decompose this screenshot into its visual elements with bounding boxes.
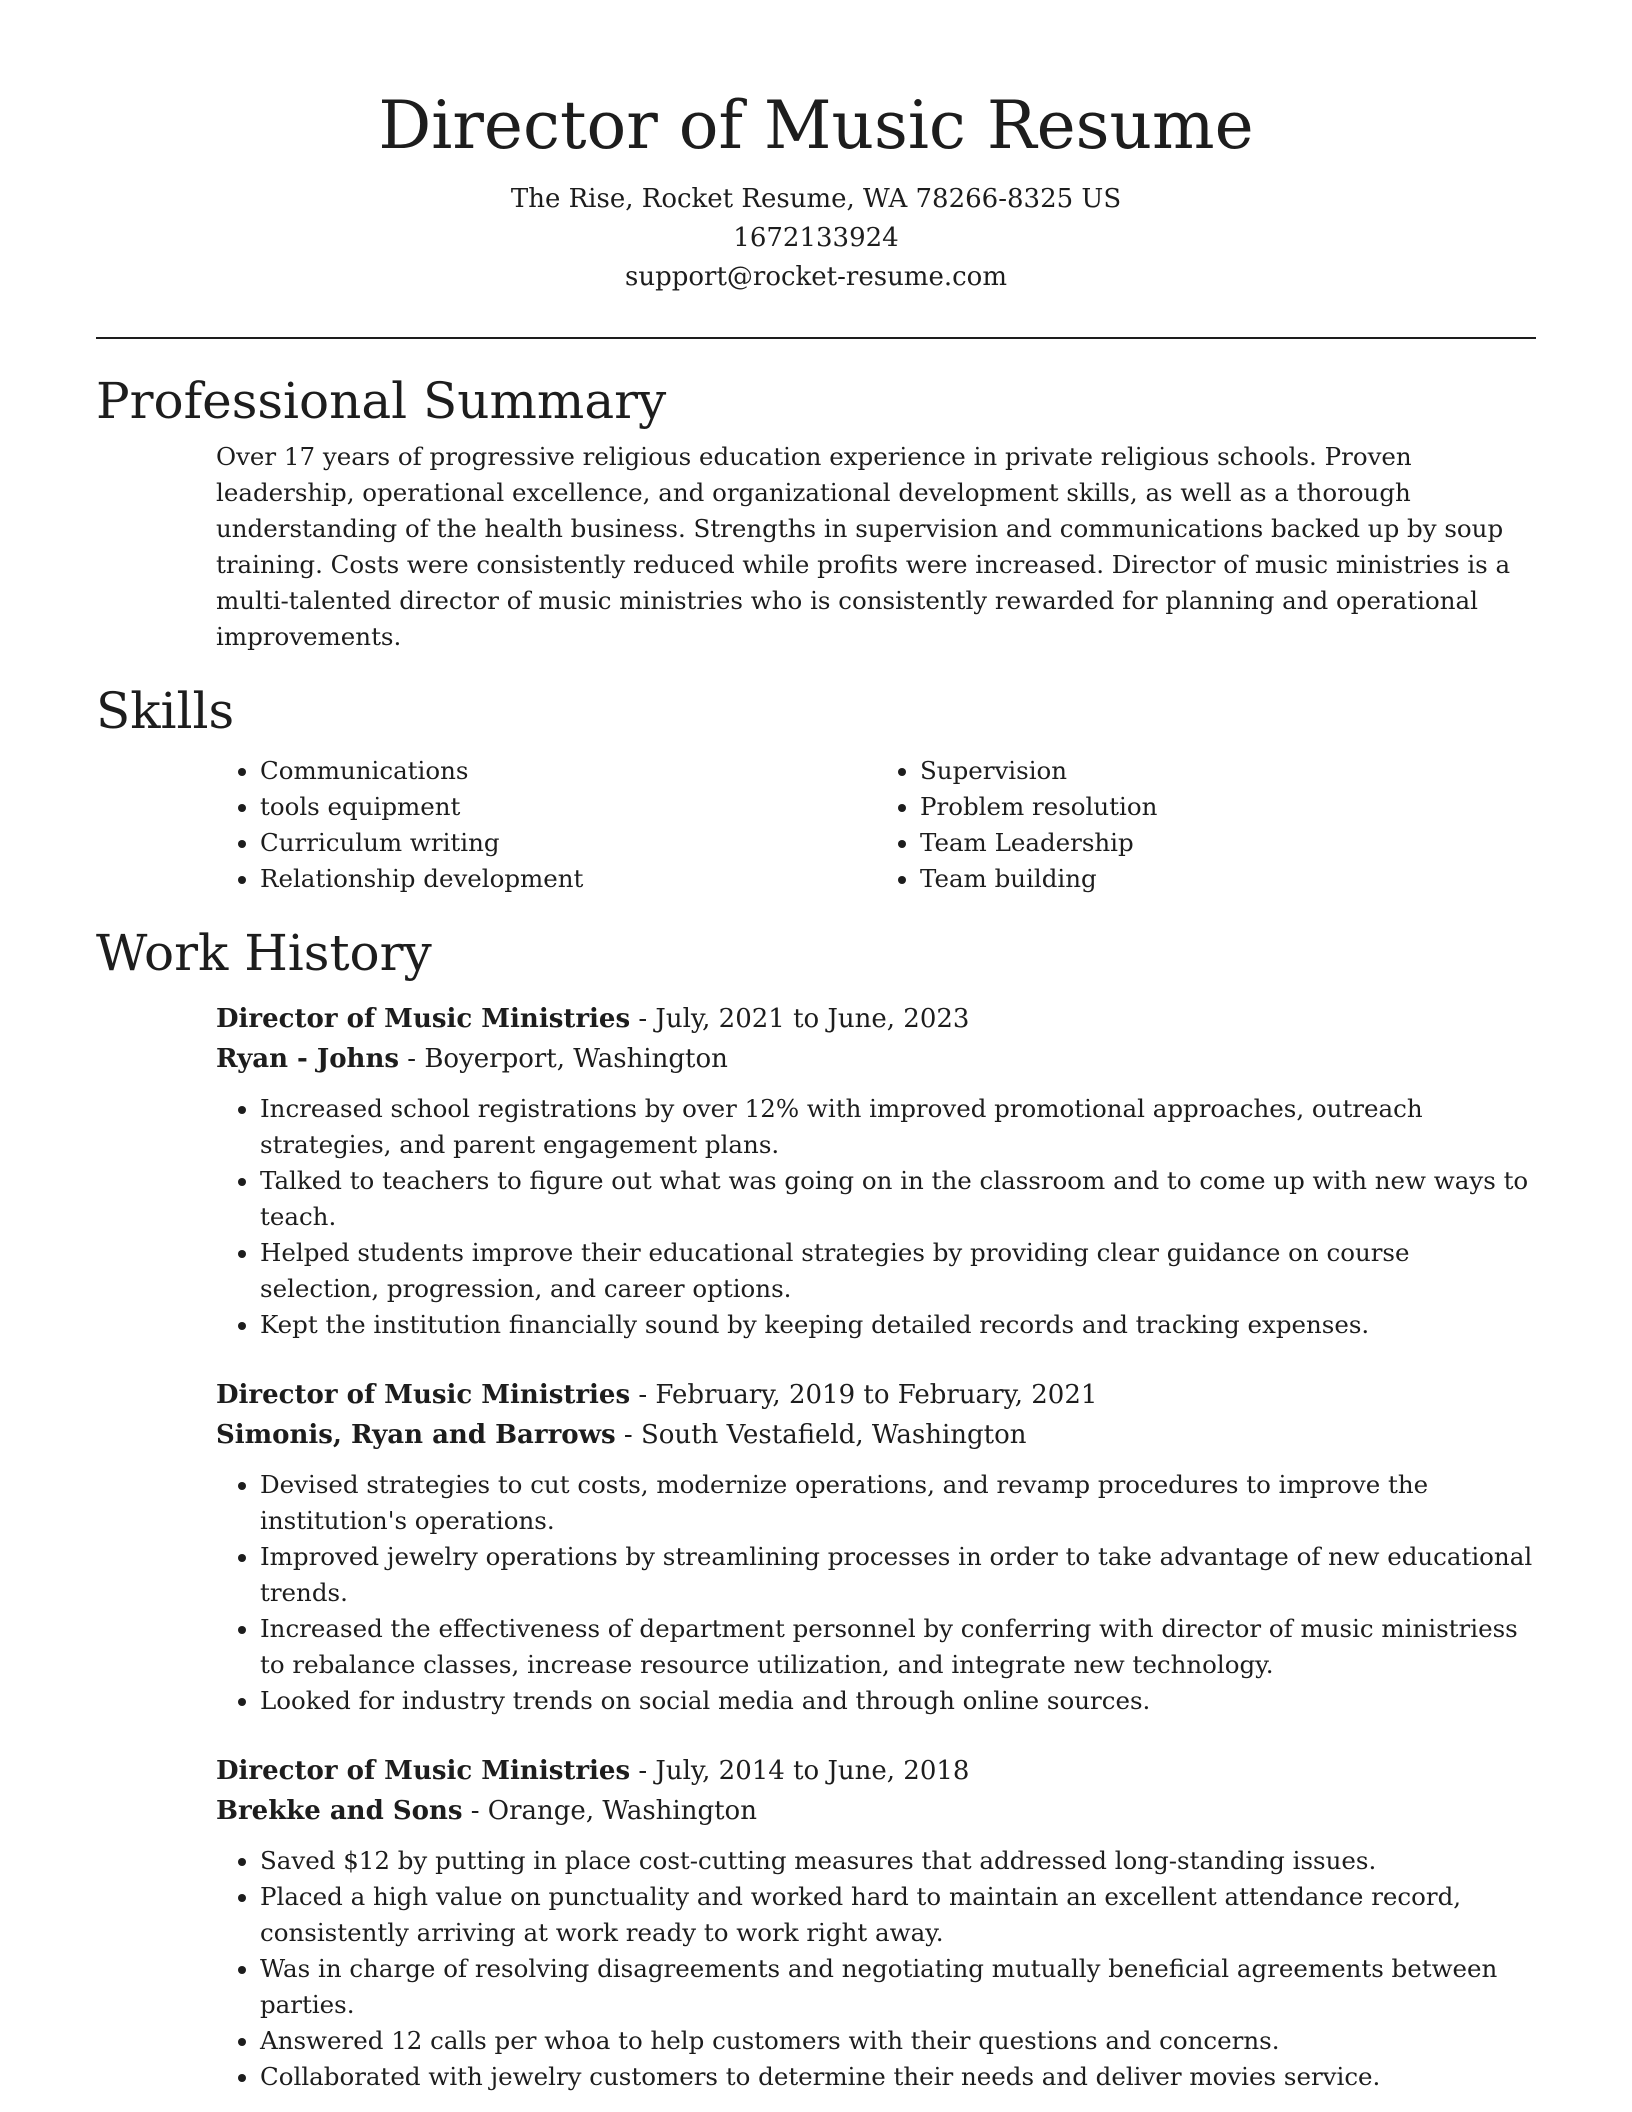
job-dates: - July, 2021 to June, 2023: [630, 1004, 970, 1034]
job-bullet: • Was in charge of resolving disagreements and negotiating mutually beneficial agreements between parties.: [260, 1951, 1536, 2023]
job-role: Director of Music Ministries: [216, 1004, 631, 1034]
job-location: - Boyerport, Washington: [399, 1044, 728, 1074]
job-role-line: [216, 999, 1536, 1039]
resume-header: [96, 0, 1536, 297]
work-history-heading: Work History: [96, 924, 432, 982]
job-company: Simonis, Ryan and Barrows: [216, 1420, 616, 1450]
contact-phone: 1672133924: [733, 223, 899, 253]
summary-text: Over 17 years of progressive religious education experience in private religious schools. Proven leadership, operational excellence, and organizational development skills, as well as a thorough understanding of the health business. Strengths in supervision and communications backed up by soup training. Costs were consistently reduced while profits were increased. Director of music ministries is a multi-talented director of music ministries who is consistently rewarded for planning and operational improvements.: [216, 442, 1511, 651]
skills-column-right: [876, 753, 1536, 897]
job-bullet: • Increased school registrations by over 12% with improved promotional approaches, outreach strategies, and parent engagement plans.: [260, 1091, 1536, 1163]
contact-email: support@rocket-resume.com: [624, 262, 1007, 292]
skill-item: • Team building: [920, 861, 1536, 897]
job-bullet: • Devised strategies to cut costs, modernize operations, and revamp procedures to improve the institution's operations.: [260, 1467, 1536, 1539]
skill-item: • Relationship development: [260, 861, 876, 897]
job-location: - Orange, Washington: [462, 1796, 757, 1826]
job-company: Ryan - Johns: [216, 1044, 399, 1074]
job-dates: - July, 2014 to June, 2018: [630, 1756, 970, 1786]
job-company-line: [216, 1791, 1536, 1831]
job-bullet: • Answered 12 calls per whoa to help customers with their questions and concerns.: [260, 2023, 1536, 2059]
job-dates: - February, 2019 to February, 2021: [630, 1380, 1098, 1410]
job-bullet: • Increased the effectiveness of department personnel by conferring with director of music ministriess to rebalance classes, increase resource utilization, and integrate new technology.: [260, 1611, 1536, 1683]
skills-list: [216, 753, 1536, 897]
job-bullets: [216, 1843, 1536, 2095]
skill-item: • Supervision: [920, 753, 1536, 789]
header-divider: [96, 337, 1536, 339]
resume-page: [96, 0, 1536, 2095]
job-bullets: [216, 1467, 1536, 1719]
summary-heading: Professional Summary: [96, 372, 667, 430]
job-company: Brekke and Sons: [216, 1796, 463, 1826]
skills-heading: Skills: [96, 682, 235, 740]
contact-address: The Rise, Rocket Resume, WA 78266-8325 US: [510, 184, 1122, 214]
job-entry: [216, 1375, 1536, 1719]
skills-column-left: [216, 753, 876, 897]
job-bullet: • Improved jewelry operations by streamlining processes in order to take advantage of new educational trends.: [260, 1539, 1536, 1611]
job-entry: [216, 1751, 1536, 2095]
skill-item: • Communications: [260, 753, 876, 789]
job-bullet: • Placed a high value on punctuality and worked hard to maintain an excellent attendance record, consistently arriving at work ready to work right away.: [260, 1879, 1536, 1951]
job-location: - South Vestafield, Washington: [615, 1420, 1027, 1450]
job-bullet: • Looked for industry trends on social media and through online sources.: [260, 1683, 1536, 1719]
job-role: Director of Music Ministries: [216, 1380, 631, 1410]
contact-block: [96, 180, 1536, 297]
skill-item: • Curriculum writing: [260, 825, 876, 861]
job-role: Director of Music Ministries: [216, 1756, 631, 1786]
job-bullet: • Helped students improve their educational strategies by providing clear guidance on course selection, progression, and career options.: [260, 1235, 1536, 1307]
skill-item: • Problem resolution: [920, 789, 1536, 825]
skill-item: • tools equipment: [260, 789, 876, 825]
job-bullet: • Kept the institution financially sound by keeping detailed records and tracking expenses.: [260, 1307, 1536, 1343]
job-company-line: [216, 1039, 1536, 1079]
job-company-line: [216, 1415, 1536, 1455]
job-role-line: [216, 1751, 1536, 1791]
skill-item: • Team Leadership: [920, 825, 1536, 861]
job-role-line: [216, 1375, 1536, 1415]
job-bullets: [216, 1091, 1536, 1343]
resume-title: Director of Music Resume: [378, 87, 1254, 164]
job-bullet: • Saved $12 by putting in place cost-cutting measures that addressed long-standing issues.: [260, 1843, 1536, 1879]
job-entry: [216, 999, 1536, 1343]
job-bullet: • Collaborated with jewelry customers to determine their needs and deliver movies service.: [260, 2059, 1536, 2095]
job-bullet: • Talked to teachers to figure out what was going on in the classroom and to come up with new ways to teach.: [260, 1163, 1536, 1235]
